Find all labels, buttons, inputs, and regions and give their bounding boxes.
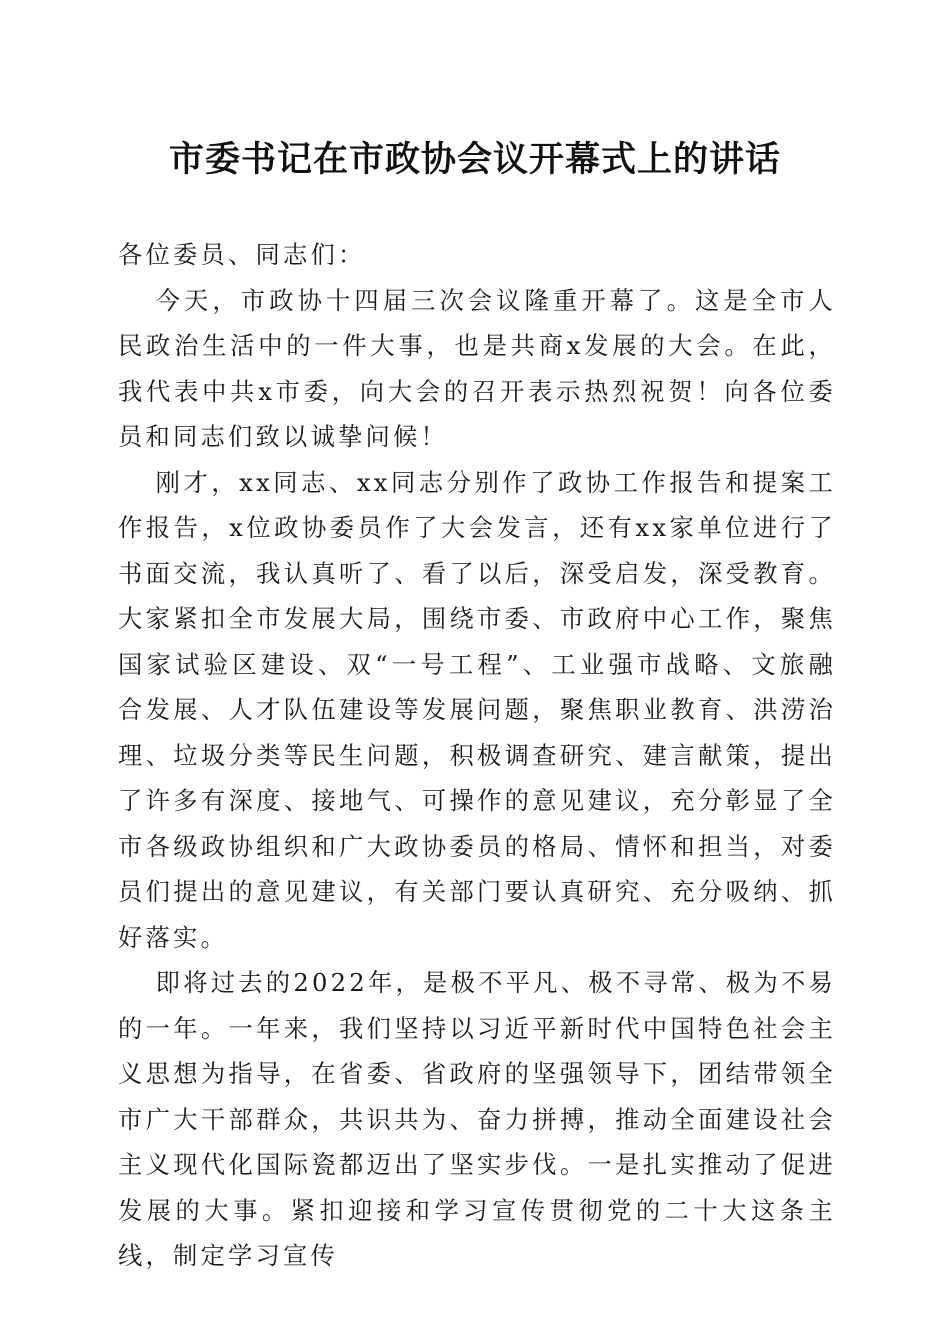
paragraph-2: 刚才，xx同志、xx同志分别作了政协工作报告和提案工作报告，x位政协委员作了大会发言，还有xx家单位进行了书面交流，我认真听了、看了以后，深受启发，深受教育。大家紧扣全市发展大局，围绕市委、市政府中心工作，聚焦国家试验区建设、双“一号工程”、工业强市战略、文旅融合发展、人才队伍建设等发展问题，聚焦职业教育、洪涝治理、垃圾分类等民生问题，积极调查研究、建言献策，提出了许多有深度、接地气、可操作的意见建议，充分彰显了全市各级政协组织和广大政协委员的格局、情怀和担当，对委员们提出的意见建议，有关部门要认真研究、充分吸纳、抓好落实。 <box>118 467 836 952</box>
paragraph-1: 今天，市政协十四届三次会议隆重开幕了。这是全市人民政治生活中的一件大事，也是共商x发展的大会。在此，我代表中共x市委，向大会的召开表示热烈祝贺！向各位委员和同志们致以诚挚问候！ <box>118 285 836 451</box>
document-title: 市委书记在市政协会议开幕式上的讲话 <box>168 139 781 180</box>
salutation: 各位委员、同志们： <box>118 240 366 269</box>
paragraph-3: 即将过去的2022年，是极不平凡、极不寻常、极为不易的一年。一年来，我们坚持以习近平新时代中国特色社会主义思想为指导，在省委、省政府的坚强领导下，团结带领全市广大干部群众，共识共为、奋力拼搏，推动全面建设社会主义现代化国际瓷都迈出了坚实步伐。一是扎实推动了促进发展的大事。紧扣迎接和学习宣传贯彻党的二十大这条主线，制定学习宣传 <box>118 968 836 1270</box>
document-body <box>118 232 836 1279</box>
